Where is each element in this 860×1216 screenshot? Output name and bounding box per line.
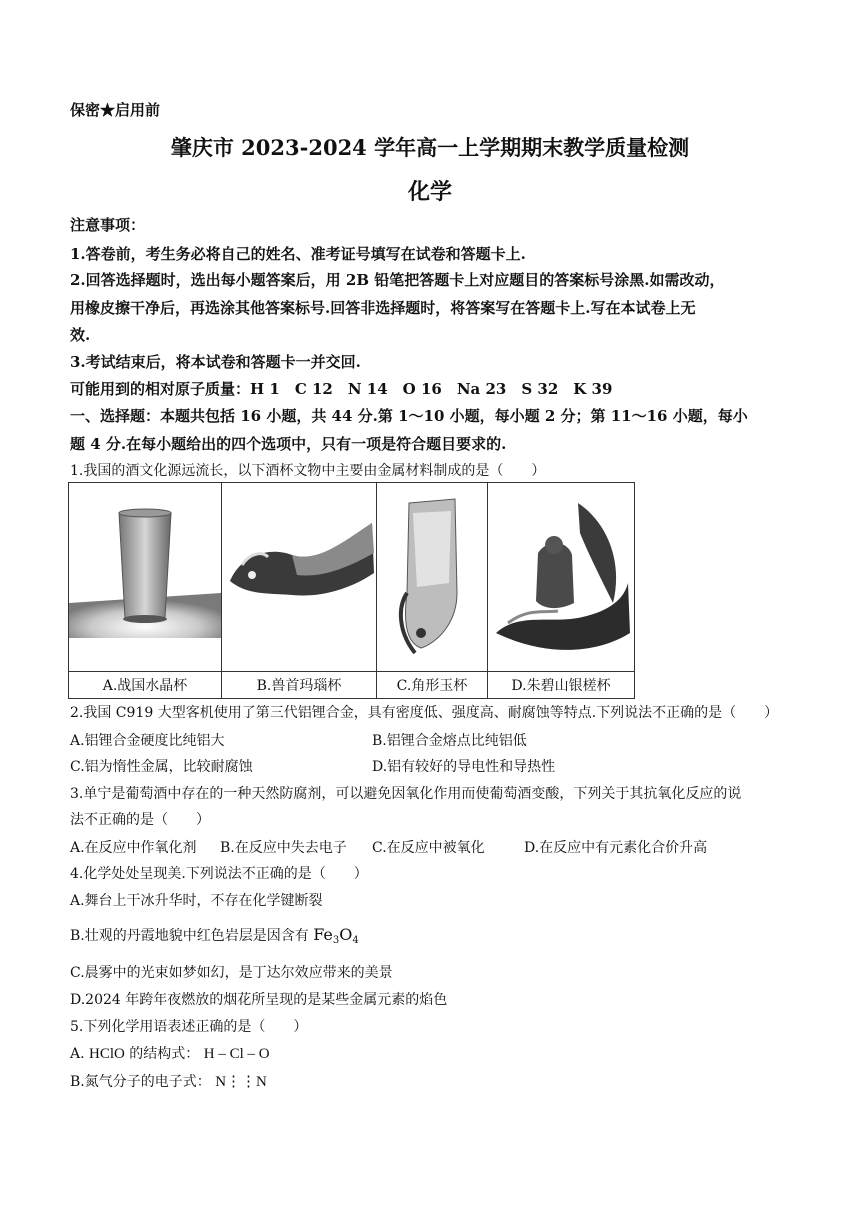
q3-option-a: A.在反应中作氧化剂	[70, 840, 197, 856]
subject-title: 化学	[407, 179, 452, 205]
q5-structural-formula: H – Cl – O	[203, 1046, 270, 1062]
question-3-stem-line-1: 3.单宁是葡萄酒中存在的一种天然防腐剂，可以避免因氧化作用而使葡萄酒变酸，下列关于其抗氧化反应的说	[70, 786, 742, 802]
q5-formula-hclo: HClO	[89, 1046, 125, 1062]
caption-d: D.朱碧山银槎杯	[488, 672, 635, 699]
q5-option-a-text: 的结构式：	[124, 1046, 204, 1062]
q4-option-d: D.2024 年跨年夜燃放的烟花所呈现的是某些金属元素的焰色	[70, 992, 448, 1008]
notice-item-1: 1.答卷前，考生务必将自己的姓名、准考证号填写在试卷和答题卡上.	[70, 245, 526, 263]
q4-option-b	[70, 925, 359, 946]
question-4-stem: 4.化学处处呈现美.下列说法不正确的是（ ）	[70, 866, 368, 882]
notice-heading: 注意事项：	[70, 216, 146, 234]
q5-option-b	[70, 1071, 267, 1091]
silver-raft-cup-image	[488, 483, 635, 672]
question-2-stem: 2.我国 C919 大型客机使用了第三代铝锂合金，具有密度低、强度高、耐腐蚀等特点.下列说法不正确的是（ ）	[70, 705, 779, 721]
silver-raft-icon	[488, 483, 634, 667]
section-1-intro-line-2: 题 4 分.在每小题给出的四个选项中，只有一项是符合题目要求的.	[70, 435, 507, 453]
question-5-stem: 5.下列化学用语表述正确的是（ ）	[70, 1019, 308, 1035]
caption-b: B.兽首玛瑙杯	[222, 672, 377, 699]
atomic-masses: 可能用到的相对原子质量：H 1 C 12 N 14 O 16 Na 23 S 32 K 39	[70, 380, 613, 398]
notice-item-2-line-3: 效.	[70, 326, 91, 344]
q4-formula-sub-3: 3	[332, 935, 340, 946]
crystal-cup-image	[69, 483, 222, 672]
q2-option-b: B.铝锂合金熔点比纯铝低	[372, 733, 527, 749]
q3-option-d: D.在反应中有元素化合价升高	[524, 840, 708, 856]
notice-item-2-line-2: 用橡皮擦干净后，再选涂其他答案标号.回答非选择题时，将答案写在答题卡上.写在本试卷上无	[70, 299, 696, 317]
q4-option-a: A.舞台上干冰升华时，不存在化学键断裂	[70, 893, 323, 909]
caption-c: C.角形玉杯	[377, 672, 488, 699]
q3-option-b: B.在反应中失去电子	[220, 840, 347, 856]
q5-option-b-text: B.氮气分子的电子式：	[70, 1074, 216, 1090]
section-1-intro-line-1: 一、选择题：本题共包括 16 小题，共 44 分.第 1～10 小题，每小题 2 分；第 11～16 小题，每小	[70, 407, 748, 425]
q5-option-a	[70, 1043, 270, 1063]
q2-option-c: C.铝为惰性金属，比较耐腐蚀	[70, 759, 253, 775]
q5-option-a-prefix: A.	[70, 1046, 90, 1062]
notice-item-3: 3.考试结束后，将本试卷和答题卡一并交回.	[70, 353, 361, 371]
agate-horn-icon	[222, 483, 376, 667]
q2-option-d: D.铝有较好的导电性和导热性	[372, 759, 556, 775]
cup-artifacts-table	[68, 482, 635, 699]
jade-horn-icon	[377, 483, 487, 667]
q4-formula-fe: Fe	[313, 925, 333, 944]
confidential-label: 保密★启用前	[70, 101, 161, 119]
caption-a: A.战国水晶杯	[69, 672, 222, 699]
crystal-cup-icon	[69, 483, 221, 667]
jade-horn-cup-image	[377, 483, 488, 672]
q4-option-b-text: B.壮观的丹霞地貌中红色岩层是因含有	[70, 928, 314, 944]
q3-option-c: C.在反应中被氧化	[372, 840, 485, 856]
q4-formula-o: O	[339, 925, 353, 944]
agate-cup-image	[222, 483, 377, 672]
exam-title: 肇庆市 2023-2024 学年高一上学期期末教学质量检测	[170, 135, 690, 160]
question-3-stem-line-2: 法不正确的是（ ）	[70, 812, 210, 828]
q4-option-c: C.晨雾中的光束如梦如幻，是丁达尔效应带来的美景	[70, 965, 393, 981]
question-1-stem: 1.我国的酒文化源远流长，以下酒杯文物中主要由金属材料制成的是（ ）	[70, 463, 546, 479]
notice-item-2-line-1: 2.回答选择题时，选出每小题答案后，用 2B 铅笔把答题卡上对应题目的答案标号涂黑.如需改动，	[70, 271, 725, 289]
q4-formula-sub-4: 4	[352, 935, 359, 946]
q2-option-a: A.铝锂合金硬度比纯铝大	[70, 733, 225, 749]
q5-electron-formula: N⋮⋮N	[215, 1074, 267, 1090]
